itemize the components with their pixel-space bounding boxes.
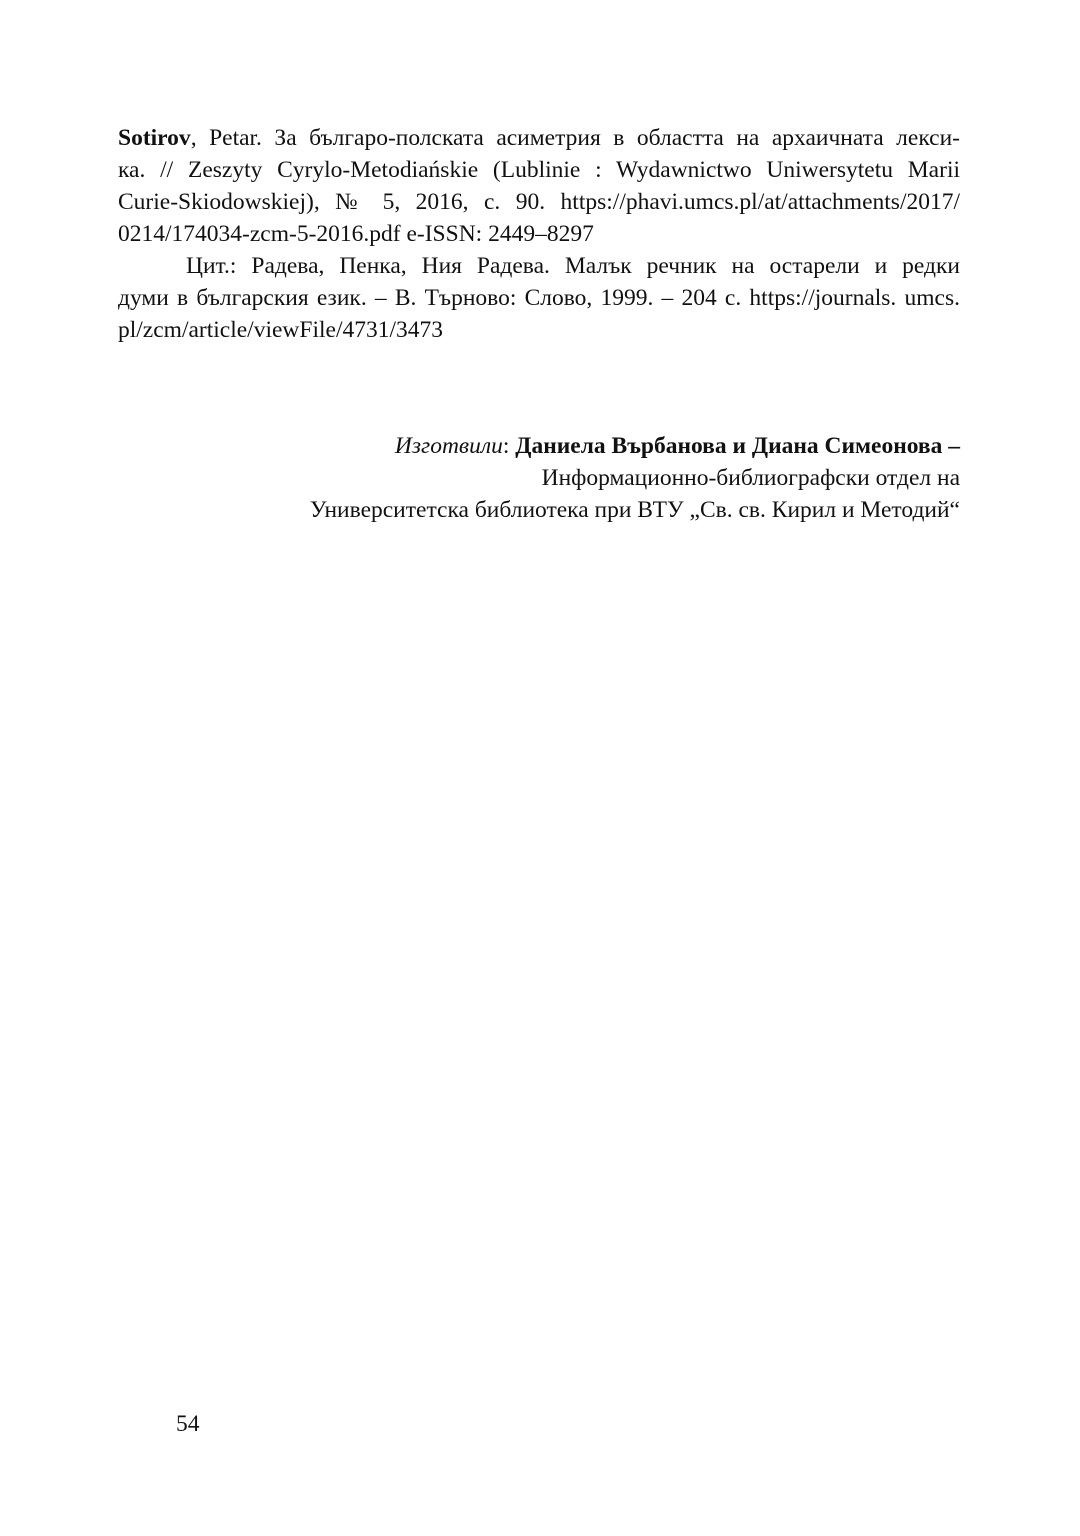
compilers-signature: [200, 430, 960, 526]
signature-line-1: [200, 430, 960, 462]
bibliography-entry: [118, 122, 960, 346]
entry-line-1-text: , Petar. За българо-полската асиметрия в областта на архаичната лекси-: [190, 125, 960, 151]
page-number: 54: [176, 1411, 200, 1437]
citation-line-1: Цит.: Радева, Пенка, Ния Радева. Малък речник на остарели и редки: [186, 253, 960, 279]
signature-label: Изготвили: [394, 433, 503, 459]
signature-names: Даниела Върбанова и Диана Симеонова –: [515, 433, 960, 459]
citation-line-2: думи в българския език. – В. Търново: Слово, 1999. – 204 с. https://journals. umcs.: [118, 285, 960, 311]
citation-line-3: pl/zcm/article/viewFile/4731/3473: [118, 317, 444, 343]
signature-library: Университетска библиотека при ВТУ „Св. св. Кирил и Методий“: [309, 497, 960, 523]
entry-line-3: Curie-Skiodowskiej), № 5, 2016, с. 90. https://phavi.umcs.pl/at/attachments/2017/: [118, 189, 960, 215]
entry-line-2: ка. // Zeszyty Cyrylo-Metodiańskie (Lublinie : Wydawnictwo Uniwersytetu Marii: [118, 157, 960, 183]
signature-department: Информационно-библиографски отдел на: [541, 465, 960, 491]
signature-colon: :: [502, 433, 516, 459]
entry-author: Sotirov: [118, 125, 191, 151]
entry-line-4: 0214/174034-zcm-5-2016.pdf e-ISSN: 2449–8297: [118, 221, 594, 247]
entry-line-1: [118, 122, 960, 154]
